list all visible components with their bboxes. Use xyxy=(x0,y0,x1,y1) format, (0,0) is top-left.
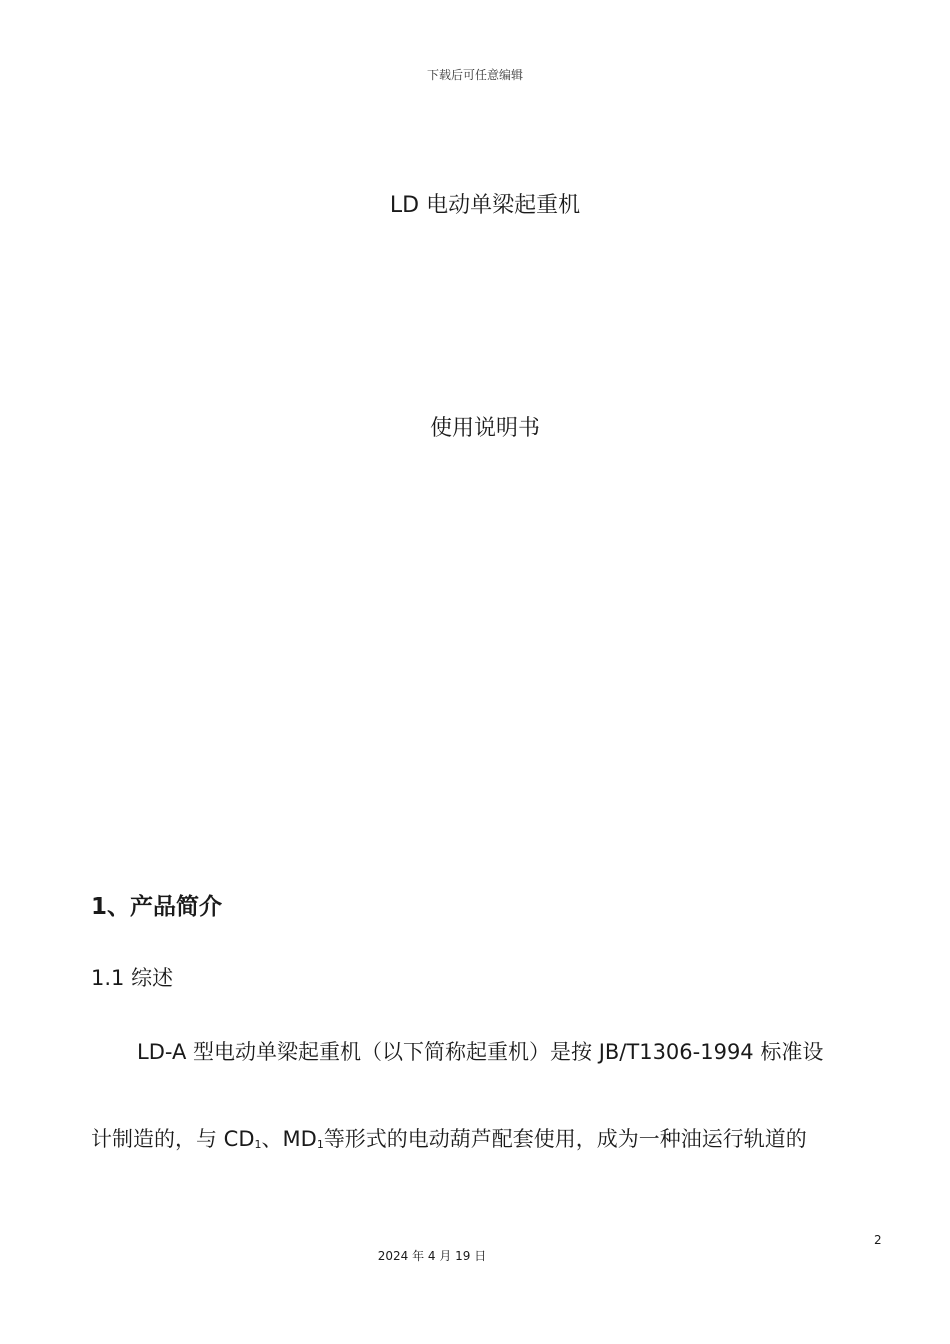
paragraph-line-2-part-3: 等形式的电动葫芦配套使用，成为一种油运行轨道的 xyxy=(323,1127,807,1151)
paragraph-line-2 xyxy=(91,1123,807,1153)
paragraph-line-1: LD-A 型电动单梁起重机（以下简称起重机）是按 JB/T1306-1994 标准设 xyxy=(137,1040,824,1064)
document-subtitle: 使用说明书 xyxy=(429,416,540,441)
document-title: LD 电动单梁起重机 xyxy=(389,193,581,218)
subscript-1: 1 xyxy=(254,1138,262,1151)
section-heading: 1、产品简介 xyxy=(91,894,223,920)
subsection-heading: 1.1 综述 xyxy=(91,966,174,990)
page-number: 2 xyxy=(874,1233,882,1247)
subscript-2: 1 xyxy=(316,1138,324,1151)
paragraph-line-2-part-2: 、MD xyxy=(261,1127,317,1151)
footer-date: 2024 年 4 月 19 日 xyxy=(377,1249,487,1263)
header-note: 下载后可任意编辑 xyxy=(426,68,523,82)
paragraph-line-2-part-1: 计制造的，与 CD xyxy=(91,1127,255,1151)
